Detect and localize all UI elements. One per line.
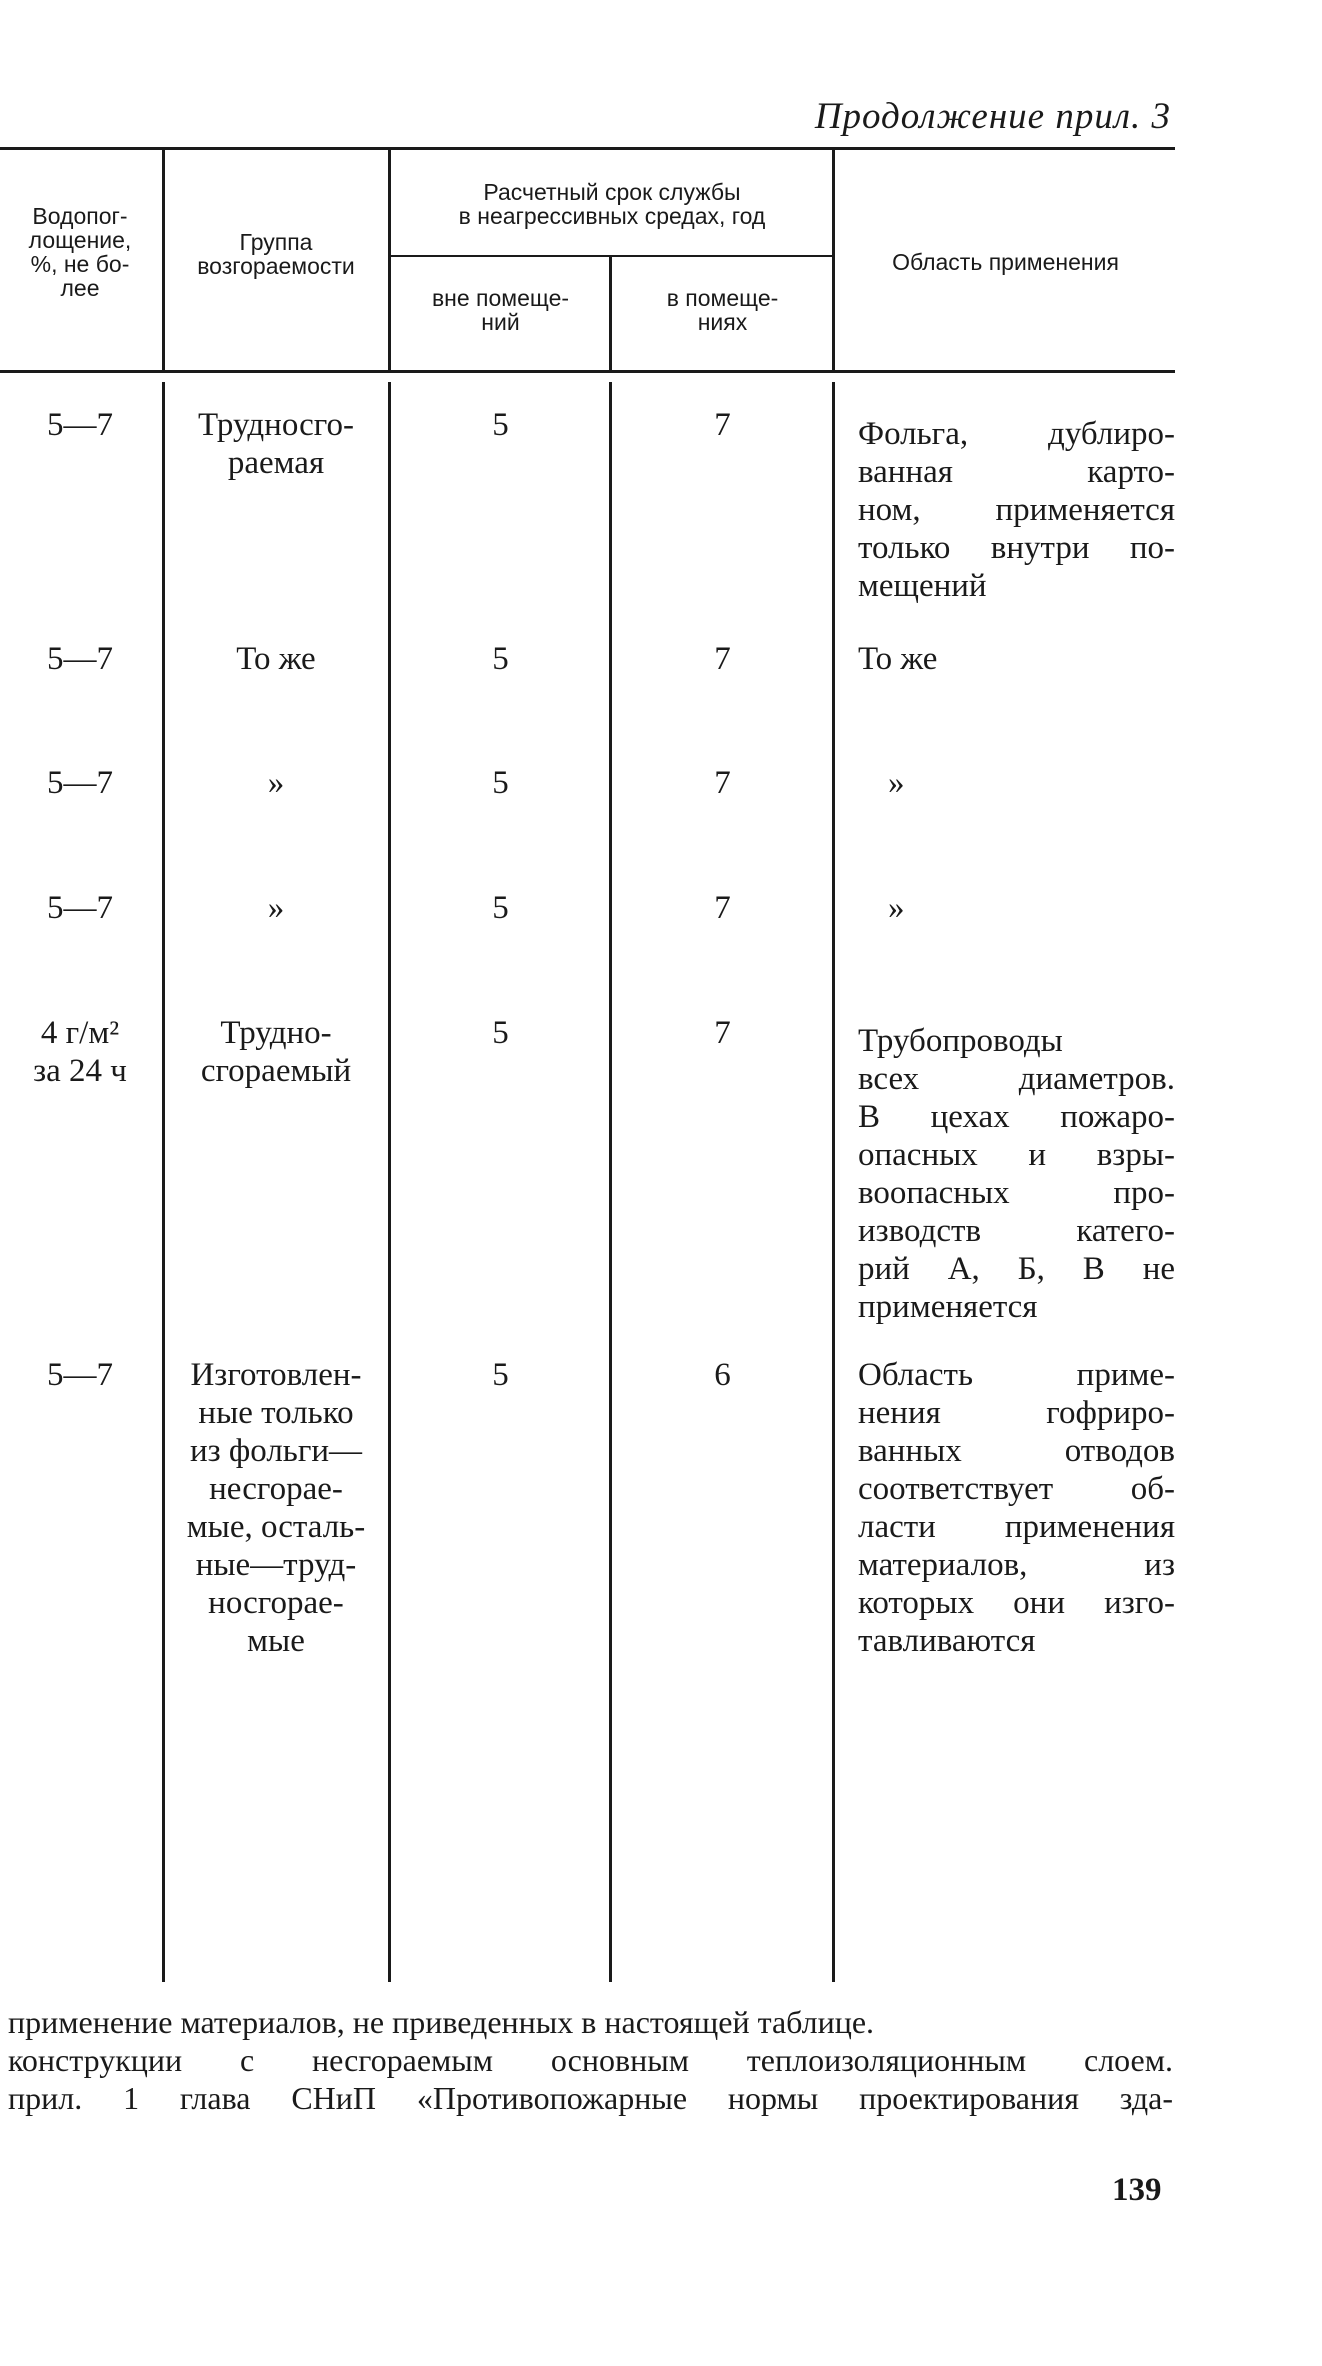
page-number: 139 — [1112, 2172, 1162, 2208]
header-bottom-rule — [0, 370, 1175, 373]
cell-fire-group: » — [267, 890, 285, 926]
cell-fire-group: » — [267, 765, 285, 801]
column-divider-1-body — [162, 382, 165, 1982]
cell-outdoor: 5 — [492, 407, 509, 443]
column-divider-2-body — [388, 382, 391, 1982]
cell-indoor: 7 — [714, 890, 731, 926]
cell-indoor: 7 — [714, 1015, 731, 1051]
cell-absorption: 5—7 — [47, 641, 113, 677]
cell-indoor: 7 — [714, 765, 731, 801]
cell-absorption: 5—7 — [47, 407, 113, 443]
cell-application: » — [888, 765, 905, 801]
cell-outdoor: 5 — [492, 765, 509, 801]
cell-fire-group: То же — [236, 641, 316, 677]
cell-absorption: 5—7 — [47, 765, 113, 801]
cell-application: Фольга, дублиро- ванная карто- ном, применяется только внутри по- мещений — [858, 416, 1175, 604]
cell-outdoor: 5 — [492, 1015, 509, 1051]
cell-outdoor: 5 — [492, 890, 509, 926]
cell-fire-group: Трудно- сгораемый — [200, 1015, 352, 1089]
cell-application: Трубопроводы всех диаметров. В цехах пожаро- опасных и взры- воопасных про- изводств катего- рий А, Б, В не применяется — [858, 1023, 1175, 1325]
column-divider-3-body — [609, 382, 612, 1982]
cell-indoor: 7 — [714, 641, 731, 677]
cell-fire-group: Трудносго- раемая — [197, 407, 354, 481]
cell-application: » — [888, 890, 905, 926]
footer-line-2: конструкции с несгораемым основным теплоизоляционным слоем. — [8, 2042, 1173, 2078]
column-divider-1 — [162, 150, 165, 370]
table-top-rule — [0, 147, 1175, 150]
header-sub-rule — [391, 255, 834, 257]
header-service-life: Расчетный срок службы в неагрессивных средах, год — [458, 179, 766, 229]
cell-application: Область приме- нения гофриро- ванных отводов соответствует об- ласти применения материалов, из которых они изго- тавливаются — [858, 1357, 1175, 1659]
header-application: Область применения — [892, 249, 1119, 275]
cell-indoor: 7 — [714, 407, 731, 443]
cell-outdoor: 5 — [492, 1357, 509, 1393]
cell-indoor: 6 — [714, 1357, 731, 1393]
footer-line-1: применение материалов, не приведенных в настоящей таблице. — [8, 2004, 875, 2040]
header-water-absorption: Водопог- лощение, %, не бо- лее — [28, 203, 132, 301]
header-outdoor: вне помеще- ний — [431, 285, 570, 335]
footer-line-3: прил. 1 глава СНиП «Противопожарные нормы проектирования зда- — [8, 2080, 1173, 2116]
cell-absorption: 5—7 — [47, 1357, 113, 1393]
column-divider-2 — [388, 150, 391, 370]
cell-absorption: 5—7 — [47, 890, 113, 926]
cell-application: То же — [858, 641, 938, 677]
column-divider-4-body — [832, 382, 835, 1982]
running-head: Продолжение прил. 3 — [814, 96, 1171, 137]
header-indoor: в помеще- ниях — [666, 285, 779, 335]
column-divider-4 — [832, 150, 835, 370]
cell-outdoor: 5 — [492, 641, 509, 677]
cell-fire-group: Изготовлен- ные только из фольги— несгорае- мые, осталь- ные—труд- носгорае- мые — [186, 1357, 366, 1659]
column-divider-3 — [609, 257, 612, 370]
cell-absorption: 4 г/м² за 24 ч — [33, 1015, 127, 1089]
header-fire-group: Группа возгораемости — [197, 229, 355, 279]
